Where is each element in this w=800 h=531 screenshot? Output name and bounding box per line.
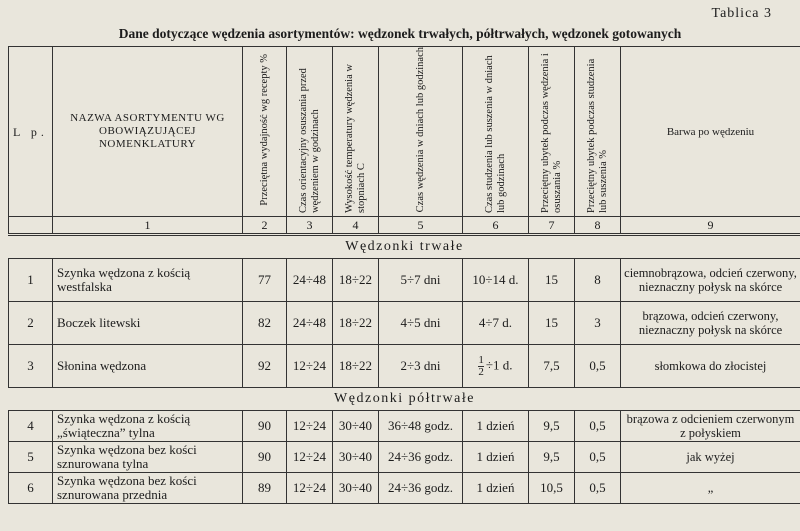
row-drying: 12÷24 xyxy=(287,345,333,388)
row-yield: 82 xyxy=(243,302,287,345)
row-cooling: 1 dzień xyxy=(463,473,529,504)
row-lp: 6 xyxy=(9,473,53,504)
table-row xyxy=(9,302,800,345)
column-number: 3 xyxy=(287,217,333,235)
header-loss-smoking-cell xyxy=(529,47,575,217)
row-smoke: 4÷5 dni xyxy=(379,302,463,345)
row-smoke: 36÷48 godz. xyxy=(379,411,463,442)
row-temp: 18÷22 xyxy=(333,345,379,388)
table-row xyxy=(9,442,800,473)
row-yield: 90 xyxy=(243,411,287,442)
row-color: słomkowa do złocistej xyxy=(621,345,800,388)
header-smoke-time-cell xyxy=(379,47,463,217)
row-loss2: 0,5 xyxy=(575,345,621,388)
column-number: 8 xyxy=(575,217,621,235)
header-yield: Przeciętna wydajność wg recepty % xyxy=(258,54,270,206)
header-drying: Czas orientacyjny osuszania przed wędzeniem w godzinach xyxy=(297,68,321,213)
header-lp: L p. xyxy=(9,47,53,217)
column-number: 5 xyxy=(379,217,463,235)
row-yield: 89 xyxy=(243,473,287,504)
row-lp: 3 xyxy=(9,345,53,388)
row-drying: 12÷24 xyxy=(287,411,333,442)
row-color: „ xyxy=(621,473,800,504)
smoking-data-table xyxy=(8,46,800,504)
header-color: Barwa po wędzeniu xyxy=(621,47,800,217)
table-row xyxy=(9,345,800,388)
column-number: 9 xyxy=(621,217,800,235)
header-yield-cell xyxy=(243,47,287,217)
row-color: brązowa, odcień czerwony, nieznaczny połysk na skórce xyxy=(621,302,800,345)
table-number-label: Tablica 3 xyxy=(711,6,772,21)
row-cooling-cell xyxy=(463,345,529,388)
row-loss1: 15 xyxy=(529,259,575,302)
row-loss2: 0,5 xyxy=(575,473,621,504)
section-heading-permanent: Wędzonki trwałe xyxy=(9,235,800,259)
row-loss1: 10,5 xyxy=(529,473,575,504)
row-cooling: 1 dzień xyxy=(463,442,529,473)
row-name: Szynka wędzona z kością „świąteczna” tylna xyxy=(53,411,243,442)
row-cooling: 1 dzień xyxy=(463,411,529,442)
column-number: 7 xyxy=(529,217,575,235)
table-row xyxy=(9,259,800,302)
row-temp: 30÷40 xyxy=(333,411,379,442)
row-drying: 12÷24 xyxy=(287,473,333,504)
section-heading-semi-permanent: Wędzonki półtrwałe xyxy=(9,388,800,411)
row-loss1: 9,5 xyxy=(529,442,575,473)
fraction xyxy=(478,355,484,378)
column-number: 6 xyxy=(463,217,529,235)
row-loss1: 15 xyxy=(529,302,575,345)
row-color: brązowa z odcieniem czerwonym z połyskiem xyxy=(621,411,800,442)
row-lp: 4 xyxy=(9,411,53,442)
document-title: Dane dotyczące wędzenia asortymentów: wędzonek trwałych, półtrwałych, wędzonek gotowanych xyxy=(118,26,682,41)
row-temp: 18÷22 xyxy=(333,259,379,302)
row-name: Szynka wędzona bez kości sznurowana tylna xyxy=(53,442,243,473)
row-color: jak wyżej xyxy=(621,442,800,473)
row-smoke: 24÷36 godz. xyxy=(379,473,463,504)
row-loss2: 0,5 xyxy=(575,442,621,473)
row-smoke: 2÷3 dni xyxy=(379,345,463,388)
header-loss-cooling-cell xyxy=(575,47,621,217)
row-lp: 5 xyxy=(9,442,53,473)
row-name: Słonina wędzona xyxy=(53,345,243,388)
column-number: 2 xyxy=(243,217,287,235)
row-smoke: 5÷7 dni xyxy=(379,259,463,302)
row-name: Boczek litewski xyxy=(53,302,243,345)
header-smoke-time: Czas wędzenia w dniach lub godzinach xyxy=(414,47,426,213)
row-smoke: 24÷36 godz. xyxy=(379,442,463,473)
row-cooling: ÷1 d. xyxy=(485,356,513,372)
row-drying: 24÷48 xyxy=(287,259,333,302)
fraction-denominator: 2 xyxy=(478,365,484,378)
header-temp-cell xyxy=(333,47,379,217)
column-number: 4 xyxy=(333,217,379,235)
row-yield: 77 xyxy=(243,259,287,302)
row-loss2: 8 xyxy=(575,259,621,302)
header-loss-cooling: Przeciętny ubytek podczas studzenia lub suszenia % xyxy=(585,58,609,213)
row-yield: 90 xyxy=(243,442,287,473)
row-drying: 24÷48 xyxy=(287,302,333,345)
row-temp: 30÷40 xyxy=(333,473,379,504)
row-name: Szynka wędzona bez kości sznurowana przednia xyxy=(53,473,243,504)
header-drying-cell xyxy=(287,47,333,217)
row-drying: 12÷24 xyxy=(287,442,333,473)
row-temp: 30÷40 xyxy=(333,442,379,473)
row-loss1: 7,5 xyxy=(529,345,575,388)
row-loss1: 9,5 xyxy=(529,411,575,442)
row-lp: 1 xyxy=(9,259,53,302)
table-row xyxy=(9,473,800,504)
header-temp: Wysokość temperatury wędzenia w stopniach C xyxy=(343,64,367,213)
row-lp: 2 xyxy=(9,302,53,345)
header-cooling-cell xyxy=(463,47,529,217)
row-loss2: 0,5 xyxy=(575,411,621,442)
row-cooling: 10÷14 d. xyxy=(463,259,529,302)
fraction-numerator: 1 xyxy=(478,353,484,366)
header-loss-smoking: Przeciętny ubytek podczas wędzenia i osuszania % xyxy=(539,53,563,213)
table-row xyxy=(9,411,800,442)
row-cooling: 4÷7 d. xyxy=(463,302,529,345)
row-name: Szynka wędzona z kością westfalska xyxy=(53,259,243,302)
row-color: ciemnobrązowa, odcień czerwony, nieznaczny połysk na skórce xyxy=(621,259,800,302)
row-temp: 18÷22 xyxy=(333,302,379,345)
header-cooling: Czas studzenia lub suszenia w dniach lub godzinach xyxy=(483,55,507,213)
header-name: NAZWA ASORTYMENTU WG OBOWIĄZUJĄCEJ NOMENKLATURY xyxy=(53,47,243,217)
column-number-empty xyxy=(9,217,53,235)
row-yield: 92 xyxy=(243,345,287,388)
column-number: 1 xyxy=(53,217,243,235)
row-loss2: 3 xyxy=(575,302,621,345)
